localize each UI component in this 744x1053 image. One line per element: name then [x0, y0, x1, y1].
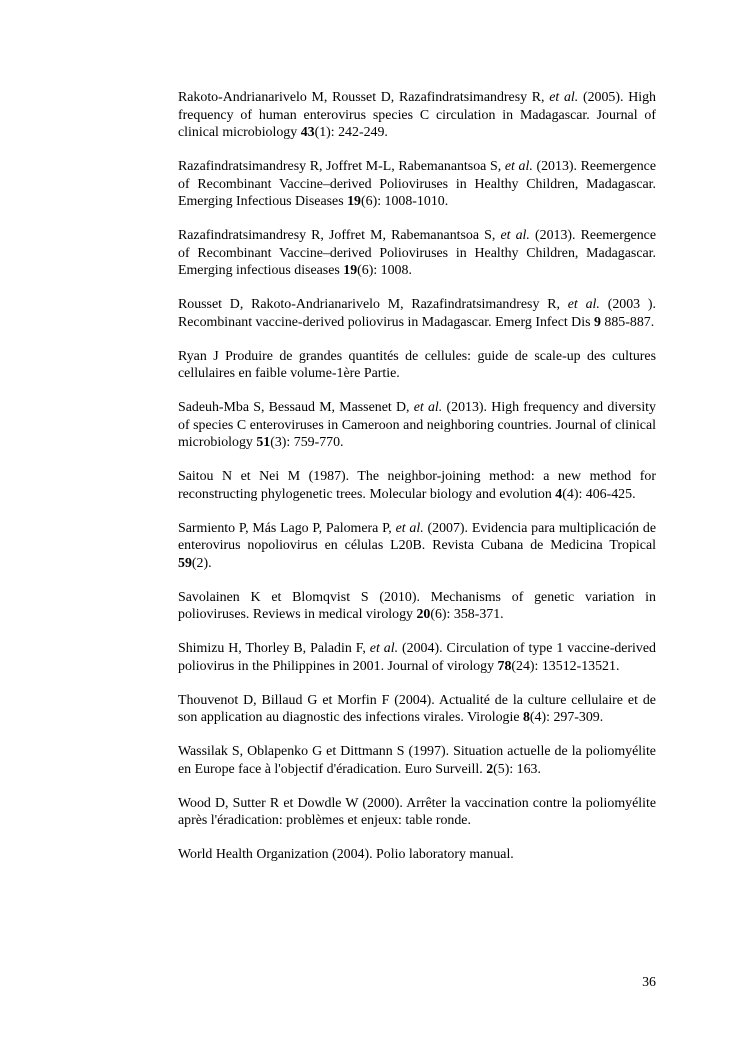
reference-entry: Rakoto-Andrianarivelo M, Rousset D, Razafindratsimandresy R, et al. (2005). High frequency of human enterovirus species C circulation in Madagascar. Journal of clinical microbiology 43(1): 242-249. — [178, 90, 656, 141]
reference-entry: Wood D, Sutter R et Dowdle W (2000). Arrêter la vaccination contre la poliomyélite après l'éradication: problèmes et enjeux: table ronde. — [178, 795, 656, 829]
reference-entry: Sadeuh-Mba S, Bessaud M, Massenet D, et al. (2013). High frequency and diversity of species C enteroviruses in Cameroon and neighboring countries. Journal of clinical microbiology 51(3): 759-770. — [178, 400, 656, 451]
reference-entry: Saitou N et Nei M (1987). The neighbor-joining method: a new method for reconstructing phylogenetic trees. Molecular biology and evolution 4(4): 406-425. — [178, 469, 656, 502]
reference-entry: Savolainen K et Blomqvist S (2010). Mechanisms of genetic variation in polioviruses. Reviews in medical virology 20(6): 358-371. — [178, 589, 656, 623]
reference-entry: Rousset D, Rakoto-Andrianarivelo M, Razafindratsimandresy R, et al. (2003 ). Recombinant vaccine-derived poliovirus in Madagascar. Emerg Infect Dis 9 885-887. — [178, 297, 656, 330]
reference-list — [178, 89, 656, 880]
reference-entry: Shimizu H, Thorley B, Paladin F, et al. (2004). Circulation of type 1 vaccine-derived poliovirus in the Philippines in 2001. Journal of virology 78(24): 13512-13521. — [178, 641, 656, 674]
reference-entry: Sarmiento P, Más Lago P, Palomera P, et al. (2007). Evidencia para multiplicación de enterovirus nopoliovirus en células L20B. Revista Cubana de Medicina Tropical 59(2). — [178, 520, 657, 571]
reference-entry: Razafindratsimandresy R, Joffret M, Rabemanantsoa S, et al. (2013). Reemergence of Recombinant Vaccine–derived Polioviruses in Healthy Children, Madagascar. Emerging infectious diseases 19(6): 1008. — [178, 228, 656, 279]
reference-entry: Thouvenot D, Billaud G et Morfin F (2004). Actualité de la culture cellulaire et de son application au diagnostic des infections virales. Virologie 8(4): 297-309. — [178, 692, 656, 726]
reference-entry: Ryan J Produire de grandes quantités de cellules: guide de scale-up des cultures cellulaires en faible volume-1ère Partie. — [178, 348, 656, 382]
reference-entry: Wassilak S, Oblapenko G et Dittmann S (1997). Situation actuelle de la poliomyélite en Europe face à l'objectif d'éradication. Euro Surveill. 2(5): 163. — [178, 744, 656, 777]
reference-entry: Razafindratsimandresy R, Joffret M-L, Rabemanantsoa S, et al. (2013). Reemergence of Recombinant Vaccine–derived Polioviruses in Healthy Children, Madagascar. Emerging Infectious Diseases 19(6): 1008-1010. — [178, 159, 656, 210]
reference-entry: World Health Organization (2004). Polio laboratory manual. — [178, 847, 514, 863]
page-number: 36 — [642, 975, 656, 990]
